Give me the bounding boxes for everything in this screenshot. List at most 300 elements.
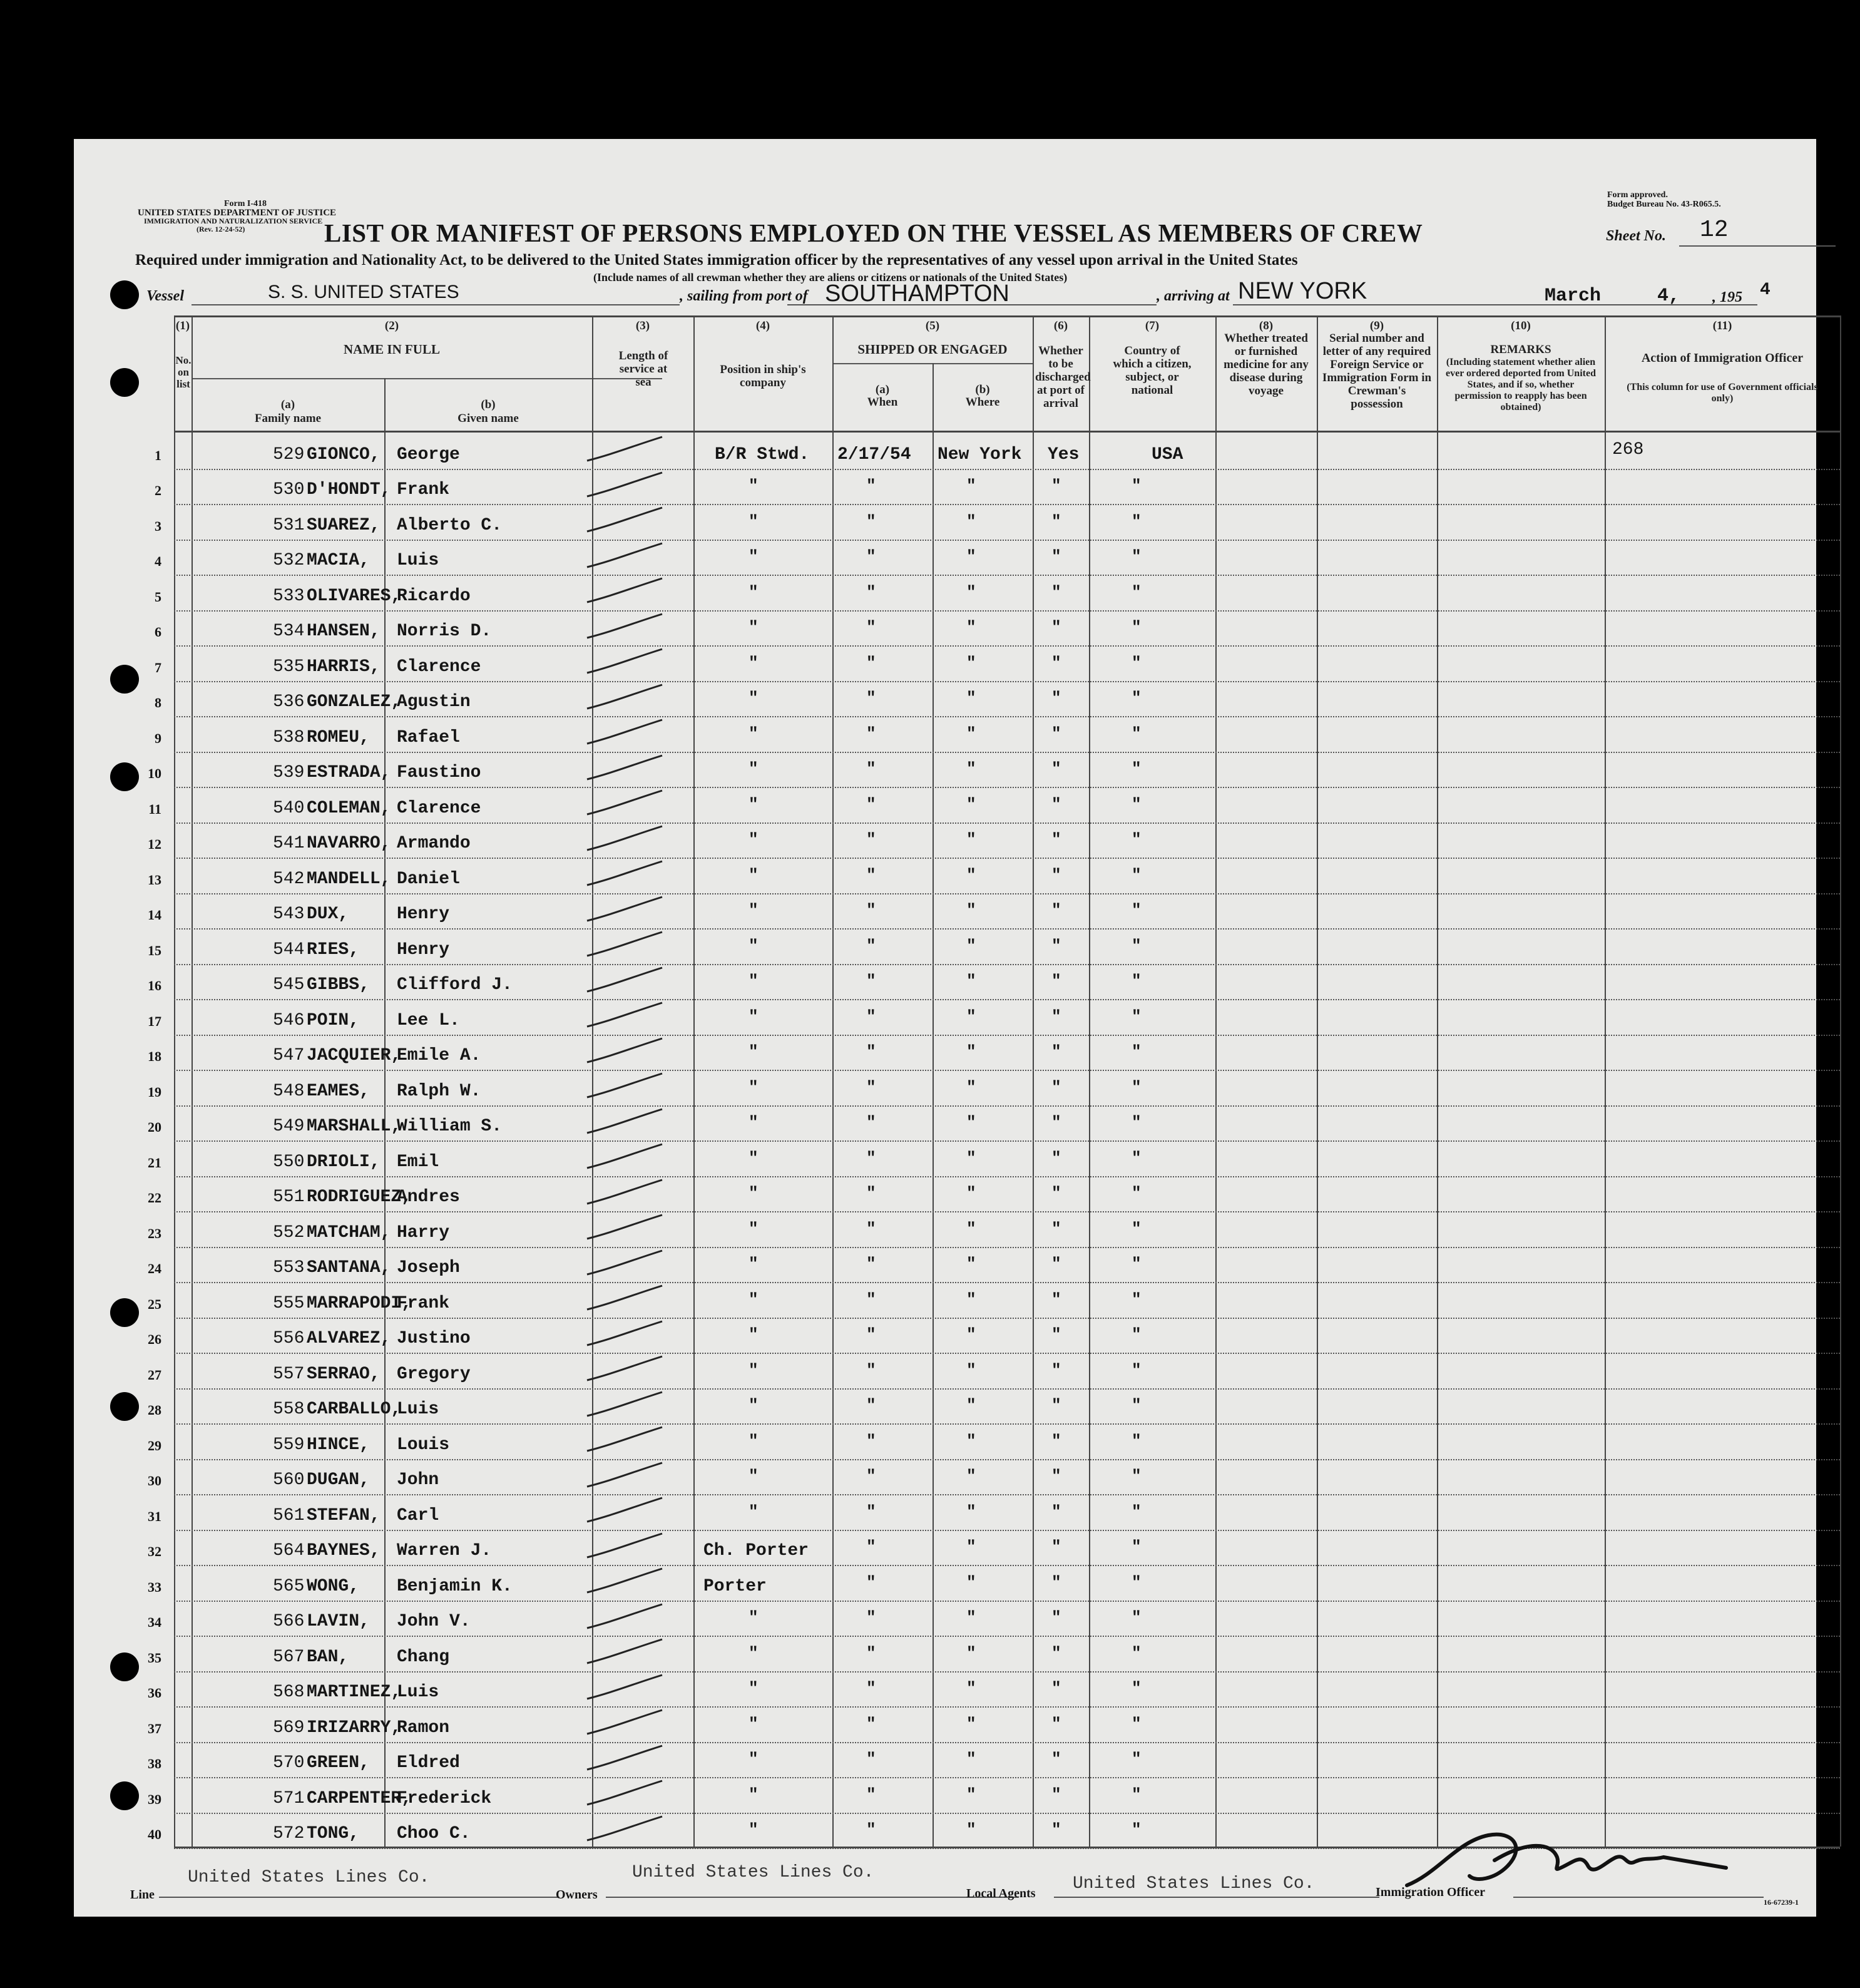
crew-id: 571 (273, 1788, 305, 1808)
row-number: 5 (155, 588, 161, 605)
country-ditto: " (1132, 865, 1142, 884)
given-name: John (397, 1470, 439, 1490)
row-rule (174, 858, 1840, 859)
country-ditto: " (1132, 830, 1142, 849)
when-ditto: " (866, 1820, 876, 1839)
country-ditto: " (1132, 971, 1142, 990)
row-rule (174, 1176, 1840, 1177)
shipped-where: New York (938, 444, 1022, 464)
row-number: 17 (148, 1013, 161, 1029)
service-length-slash (575, 1032, 668, 1070)
country-ditto: " (1132, 476, 1142, 495)
when-ditto: " (866, 901, 876, 920)
position-ditto: " (749, 794, 759, 814)
given-name: Henry (397, 904, 450, 924)
where-ditto: " (966, 1537, 976, 1556)
given-name: Joseph (397, 1258, 460, 1278)
country-ditto: " (1132, 653, 1142, 672)
row-rule (174, 645, 1840, 647)
service-length-slash (575, 997, 668, 1034)
family-name: CARPENTER, (307, 1788, 412, 1808)
row-number: 35 (148, 1649, 161, 1666)
row-rule (174, 1035, 1840, 1036)
position-ditto: " (749, 511, 759, 531)
family-name: MATCHAM, (307, 1222, 391, 1242)
crew-id: 532 (273, 551, 305, 570)
vessel-name: S. S. UNITED STATES (268, 282, 459, 302)
service-length-slash (575, 891, 668, 928)
discharged-ditto: " (1051, 1325, 1061, 1344)
discharged-ditto: " (1051, 724, 1061, 743)
where-ditto: " (966, 1396, 976, 1415)
service-length-slash (575, 1810, 668, 1848)
where-ditto: " (966, 1608, 976, 1627)
family-name: BAN, (307, 1647, 349, 1667)
family-name: DUX, (307, 904, 349, 924)
country-ditto: " (1132, 1714, 1142, 1733)
where-ditto: " (966, 1254, 976, 1273)
row-rule (174, 1423, 1840, 1425)
given-name: Ricardo (397, 586, 471, 606)
discharged-ditto: " (1051, 1396, 1061, 1415)
col2-header: NAME IN FULL (343, 342, 440, 357)
row-number: 3 (155, 518, 161, 534)
given-name: Emil (397, 1152, 439, 1172)
row-number: 25 (148, 1296, 161, 1312)
crew-id: 553 (273, 1258, 305, 1278)
position-ditto: " (749, 1360, 759, 1380)
given-name: Lee L. (397, 1010, 460, 1030)
row-number: 6 (155, 624, 161, 640)
country-ditto: " (1132, 1467, 1142, 1485)
crew-id: 546 (273, 1010, 305, 1030)
col-divider-9 (1437, 315, 1438, 1847)
country-ditto: " (1132, 1007, 1142, 1026)
position-ditto: " (749, 547, 759, 566)
row-number: 7 (155, 659, 161, 675)
col5-header: SHIPPED OR ENGAGED (857, 342, 1008, 357)
position-ditto: " (749, 830, 759, 849)
discharged-ditto: " (1051, 1360, 1061, 1380)
where-ditto: " (966, 1325, 976, 1344)
row-rule (174, 504, 1840, 505)
col-divider-3 (693, 315, 695, 1847)
when-ditto: " (866, 936, 876, 955)
discharged-ditto: " (1051, 759, 1061, 778)
service-length-slash (575, 1457, 668, 1494)
col7-header: Country of which a citizen, subject, or national (1113, 344, 1192, 397)
given-name: George (397, 444, 460, 464)
when-ditto: " (866, 582, 876, 602)
discharged-ditto: " (1051, 794, 1061, 814)
discharged-ditto: " (1051, 1148, 1061, 1167)
given-name: John V. (397, 1612, 471, 1631)
when-ditto: " (866, 1643, 876, 1663)
service-length-slash (575, 749, 668, 787)
discharged-ditto: " (1051, 689, 1061, 707)
row-rule (174, 1636, 1840, 1637)
port-of-arrival: NEW YORK (1238, 278, 1367, 304)
service-length-slash (575, 1562, 668, 1600)
family-name: ESTRADA, (307, 763, 391, 782)
col2b-tag: (b) (481, 398, 496, 411)
where-ditto: " (966, 1785, 976, 1804)
crew-id: 567 (273, 1647, 305, 1667)
service-length-slash (575, 961, 668, 999)
binder-hole (110, 1781, 139, 1810)
row-rule (174, 1777, 1840, 1778)
crew-id: 565 (273, 1576, 305, 1596)
family-name: GREEN, (307, 1753, 370, 1773)
position-ditto: " (749, 1502, 759, 1521)
where-ditto: " (966, 547, 976, 566)
col-divider-10 (1605, 315, 1606, 1847)
family-name: ALVAREZ, (307, 1329, 391, 1348)
binder-hole (110, 762, 139, 791)
binder-hole (110, 368, 139, 397)
col11-number: (11) (1712, 319, 1732, 332)
country-ditto: " (1132, 1396, 1142, 1415)
service-length-slash (575, 1527, 668, 1565)
family-name: HINCE, (307, 1435, 370, 1455)
given-name: Frank (397, 480, 450, 500)
row-rule (174, 1247, 1840, 1248)
arrival-day: 4, (1657, 285, 1680, 307)
shipped-when: 2/17/54 (837, 444, 911, 464)
given-name: Norris D. (397, 622, 492, 641)
given-name: Frank (397, 1293, 450, 1313)
service-length-slash (575, 537, 668, 575)
family-name: ROMEU, (307, 727, 370, 747)
row-rule (174, 610, 1840, 612)
service-length-slash (575, 1315, 668, 1353)
discharged-ditto: " (1051, 1820, 1061, 1839)
crew-id: 545 (273, 975, 305, 995)
row-number: 29 (148, 1437, 161, 1453)
country-ditto: " (1132, 1431, 1142, 1450)
col5-number: (5) (925, 319, 940, 332)
row-rule (174, 540, 1840, 541)
service-length-slash (575, 431, 668, 468)
family-name: GIBBS, (307, 975, 370, 995)
country-ditto: " (1132, 1572, 1142, 1592)
row-rule (174, 1140, 1840, 1142)
country: USA (1152, 444, 1183, 464)
given-name: Warren J. (397, 1541, 492, 1560)
col5b-tag: (b) (975, 383, 990, 396)
crew-id: 552 (273, 1222, 305, 1242)
country-ditto: " (1132, 724, 1142, 743)
row-rule (174, 822, 1840, 824)
when-ditto: " (866, 511, 876, 531)
service-length-slash (575, 820, 668, 858)
row-rule (174, 1742, 1840, 1743)
when-ditto: " (866, 653, 876, 672)
where-ditto: " (966, 618, 976, 637)
crew-id: 572 (273, 1824, 305, 1843)
where-ditto: " (966, 865, 976, 884)
row-number: 21 (148, 1154, 161, 1171)
position-ditto: " (749, 582, 759, 602)
where-ditto: " (966, 582, 976, 602)
crew-id: 541 (273, 834, 305, 853)
position-ditto: " (749, 759, 759, 778)
col1-number: (1) (175, 319, 190, 332)
position-ditto: " (749, 971, 759, 990)
row-rule (174, 1494, 1840, 1495)
row-rule (174, 1530, 1840, 1531)
binder-hole (110, 1652, 139, 1681)
discharged-ditto: " (1051, 901, 1061, 920)
country-ditto: " (1132, 1113, 1142, 1132)
discharged-ditto: " (1051, 1289, 1061, 1309)
row-rule (174, 1070, 1840, 1071)
family-name: MARRAPODI, (307, 1293, 412, 1313)
discharged: Yes (1048, 444, 1080, 464)
given-name: Rafael (397, 727, 460, 747)
row-number: 23 (148, 1225, 161, 1241)
family-name: WONG, (307, 1576, 360, 1596)
service-length-slash (575, 643, 668, 680)
position-ditto: " (749, 618, 759, 637)
row-rule (174, 1388, 1840, 1390)
row-number: 37 (148, 1720, 161, 1736)
discharged-ditto: " (1051, 936, 1061, 955)
crew-id: 543 (273, 904, 305, 924)
when-ditto: " (866, 1042, 876, 1061)
family-name: DUGAN, (307, 1470, 370, 1490)
col5a-tag: (a) (875, 383, 890, 396)
row-rule (174, 1353, 1840, 1354)
position-ditto: " (749, 1785, 759, 1804)
discharged-ditto: " (1051, 476, 1061, 495)
port-from-underline (787, 304, 1157, 305)
row-number: 36 (148, 1685, 161, 1701)
given-name: Frederick (397, 1788, 492, 1808)
col2a-header: Family name (254, 412, 322, 425)
position-ditto: " (749, 1077, 759, 1097)
discharged-ditto: " (1051, 865, 1061, 884)
row-number: 24 (148, 1261, 161, 1276)
where-ditto: " (966, 689, 976, 707)
family-name: D'HONDT, (307, 480, 391, 500)
position-ditto: " (749, 1148, 759, 1167)
crew-id: 568 (273, 1683, 305, 1702)
position-ditto: " (749, 1325, 759, 1344)
binder-hole (110, 665, 139, 694)
service-length-slash (575, 1103, 668, 1140)
col11-note: (This column for use of Government officials only) (1627, 382, 1818, 404)
officer-action: 268 (1612, 439, 1644, 459)
crew-id: 550 (273, 1152, 305, 1172)
discharged-ditto: " (1051, 511, 1061, 531)
when-ditto: " (866, 1431, 876, 1450)
family-name: OLIVARES, (307, 586, 402, 606)
when-ditto: " (866, 865, 876, 884)
service-length-slash (575, 1067, 668, 1105)
when-ditto: " (866, 1785, 876, 1804)
family-name: TONG, (307, 1824, 360, 1843)
binder-hole (110, 1392, 139, 1421)
position: Porter (703, 1576, 767, 1596)
service-length-slash (575, 1775, 668, 1812)
given-name: Emile A. (397, 1046, 481, 1065)
col2b-header: Given name (457, 412, 519, 425)
form-revision: (Rev. 12-24-52) (197, 225, 245, 233)
col-divider-4 (832, 315, 834, 1847)
position-ditto: " (749, 689, 759, 707)
agents-underline (1054, 1897, 1379, 1898)
arrival-month: March (1545, 285, 1602, 307)
country-ditto: " (1132, 1608, 1142, 1627)
position-ditto: " (749, 1113, 759, 1132)
given-name: Benjamin K. (397, 1576, 513, 1596)
include-note: (Include names of all crewman whether they are aliens or citizens or nationals of the United States) (593, 271, 1068, 284)
col4-number: (4) (755, 319, 770, 332)
family-name: LAVIN, (307, 1612, 370, 1631)
discharged-ditto: " (1051, 1184, 1061, 1202)
col8-header: Whether treated or furnished medicine for any disease during voyage (1224, 332, 1309, 397)
row-rule (174, 928, 1840, 930)
country-ditto: " (1132, 759, 1142, 778)
position-ditto: " (749, 1467, 759, 1485)
family-name: MARSHALL, (307, 1117, 402, 1136)
where-ditto: " (966, 901, 976, 920)
crew-id: 542 (273, 869, 305, 889)
col-divider-7 (1215, 315, 1217, 1847)
family-name: RIES, (307, 940, 360, 960)
col8-number: (8) (1259, 319, 1274, 332)
col6-header: Whether to be discharged at port of arrival (1035, 344, 1091, 410)
where-ditto: " (966, 1219, 976, 1238)
service-length-slash (575, 926, 668, 963)
crew-id: 555 (273, 1293, 305, 1313)
country-ditto: " (1132, 618, 1142, 637)
table-header-bottom (174, 431, 1840, 433)
row-rule (174, 1318, 1840, 1319)
where-ditto: " (966, 1714, 976, 1733)
service-length-slash (575, 1704, 668, 1741)
row-number: 28 (148, 1402, 161, 1418)
discharged-ditto: " (1051, 1007, 1061, 1026)
where-ditto: " (966, 1184, 976, 1202)
service-length-slash (575, 1492, 668, 1529)
budget-bureau: Budget Bureau No. 43-R065.5. (1607, 200, 1721, 209)
row-number: 22 (148, 1190, 161, 1206)
where-ditto: " (966, 1148, 976, 1167)
family-name: GONZALEZ, (307, 692, 402, 712)
where-ditto: " (966, 1502, 976, 1521)
crew-id: 533 (273, 586, 305, 606)
discharged-ditto: " (1051, 582, 1061, 602)
given-name: Faustino (397, 763, 481, 782)
given-name: Ramon (397, 1718, 450, 1738)
discharged-ditto: " (1051, 1113, 1061, 1132)
col-divider-8 (1317, 315, 1318, 1847)
manifest-sheet (74, 139, 1816, 1917)
crew-id: 557 (273, 1364, 305, 1384)
country-ditto: " (1132, 1077, 1142, 1097)
where-ditto: " (966, 1289, 976, 1309)
when-ditto: " (866, 689, 876, 707)
family-name: RODRIGUEZ, (307, 1187, 412, 1207)
when-ditto: " (866, 1148, 876, 1167)
where-ditto: " (966, 653, 976, 672)
department-name: UNITED STATES DEPARTMENT OF JUSTICE (138, 208, 337, 218)
when-ditto: " (866, 1608, 876, 1627)
discharged-ditto: " (1051, 618, 1061, 637)
crew-id: 561 (273, 1505, 305, 1525)
row-number: 20 (148, 1119, 161, 1135)
family-name: SANTANA, (307, 1258, 391, 1278)
given-name: Chang (397, 1647, 450, 1667)
discharged-ditto: " (1051, 1643, 1061, 1663)
country-ditto: " (1132, 1254, 1142, 1273)
when-ditto: " (866, 1396, 876, 1415)
row-number: 38 (148, 1756, 161, 1771)
country-ditto: " (1132, 1820, 1142, 1839)
when-ditto: " (866, 1113, 876, 1132)
row-number: 33 (148, 1579, 161, 1595)
country-ditto: " (1132, 1360, 1142, 1380)
crew-id: 530 (273, 480, 305, 500)
given-name: Eldred (397, 1753, 460, 1773)
line-label: Line (130, 1888, 155, 1902)
country-ditto: " (1132, 1219, 1142, 1238)
discharged-ditto: " (1051, 1785, 1061, 1804)
position-ditto: " (749, 1750, 759, 1768)
row-number: 10 (148, 766, 161, 781)
where-ditto: " (966, 936, 976, 955)
col7-number: (7) (1145, 319, 1160, 332)
discharged-ditto: " (1051, 653, 1061, 672)
when-ditto: " (866, 1325, 876, 1344)
when-ditto: " (866, 1467, 876, 1485)
family-name: COLEMAN, (307, 798, 391, 818)
where-ditto: " (966, 1750, 976, 1768)
col-left-border (174, 315, 175, 1847)
when-ditto: " (866, 830, 876, 849)
crew-id: 570 (273, 1753, 305, 1773)
family-name: GIONCO, (307, 444, 381, 464)
col-right-border (1840, 315, 1841, 1847)
col-divider-6 (1089, 315, 1090, 1847)
service-length-slash (575, 1598, 668, 1636)
position: Ch. Porter (703, 1541, 809, 1560)
discharged-ditto: " (1051, 1537, 1061, 1556)
crew-id: 547 (273, 1046, 305, 1065)
row-number: 2 (155, 483, 161, 498)
country-ditto: " (1132, 901, 1142, 920)
service-length-slash (575, 1633, 668, 1671)
family-name: EAMES, (307, 1081, 370, 1101)
position-ditto: " (749, 1643, 759, 1663)
page-title: LIST OR MANIFEST OF PERSONS EMPLOYED ON THE VESSEL AS MEMBERS OF CREW (324, 218, 1423, 247)
date-underline (1495, 304, 1757, 305)
crew-id: 566 (273, 1612, 305, 1631)
family-name: MANDELL, (307, 869, 391, 889)
crew-id: 540 (273, 798, 305, 818)
given-name: Ralph W. (397, 1081, 481, 1101)
where-ditto: " (966, 1007, 976, 1026)
family-name: CARBALLO, (307, 1400, 402, 1419)
discharged-ditto: " (1051, 1431, 1061, 1450)
family-name: NAVARRO, (307, 834, 391, 853)
when-ditto: " (866, 547, 876, 566)
where-ditto: " (966, 1360, 976, 1380)
col1-header: No. on list (175, 354, 192, 390)
owners-label: Owners (556, 1888, 598, 1902)
